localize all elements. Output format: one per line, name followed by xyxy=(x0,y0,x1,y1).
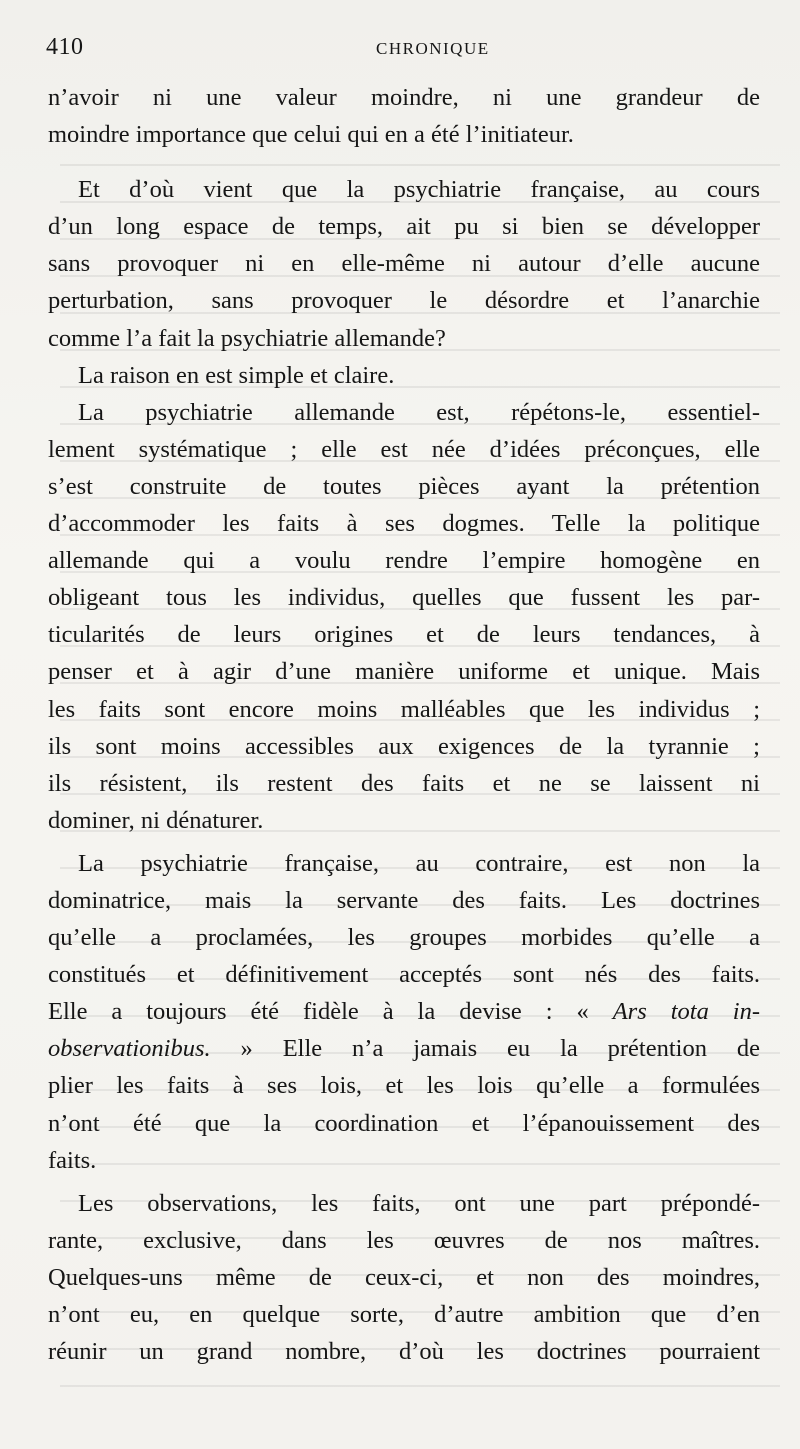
text-line: penser et à agir d’une manière uniforme et unique. Mais xyxy=(48,658,760,686)
text-line: obligeant tous les individus, quelles que fussent les par- xyxy=(48,584,760,612)
text-line: dominer, ni dénaturer. xyxy=(48,806,264,834)
text-line: d’accommoder les faits à ses dogmes. Telle la politique xyxy=(48,510,760,538)
text-line: Et d’où vient que la psychiatrie française, au cours xyxy=(78,176,760,204)
text-line: sans provoquer ni en elle-même ni autour d’elle aucune xyxy=(48,250,760,278)
text-line: ticularités de leurs origines et de leurs tendances, à xyxy=(48,621,760,649)
text-line: faits. xyxy=(48,1146,97,1174)
page-number: 410 xyxy=(46,34,84,60)
text-line: n’ont eu, en quelque sorte, d’autre ambition que d’en xyxy=(48,1301,760,1328)
page-header xyxy=(46,34,746,64)
text-line: Les observations, les faits, ont une part prépondé- xyxy=(78,1189,760,1217)
paragraph-2 xyxy=(48,171,760,356)
text-line: dominatrice, mais la servante des faits. Les doctrines xyxy=(48,886,760,914)
text-line: d’un long espace de temps, ait pu si bien se développer xyxy=(48,213,760,241)
text-line: n’ont été que la coordination et l’épanouissement des xyxy=(48,1109,760,1137)
paragraph-3 xyxy=(48,357,760,394)
text-line-mixed xyxy=(48,993,760,1030)
paragraph-1 xyxy=(48,79,760,153)
text-run: » Elle n’a jamais eu la prétention de xyxy=(210,1035,760,1063)
paragraph-5 xyxy=(48,845,760,1179)
running-head: CHRONIQUE xyxy=(376,39,490,58)
text-line: comme l’a fait la psychiatrie allemande? xyxy=(48,324,446,352)
paragraph-gap xyxy=(48,153,760,171)
paragraph-4 xyxy=(48,394,760,839)
text-line-mixed xyxy=(48,1030,760,1067)
text-line: lement systématique ; elle est née d’idées préconçues, elle xyxy=(48,435,760,463)
text-line: La raison en est simple et claire. xyxy=(78,361,395,389)
text-line: La psychiatrie allemande est, répétons-le, essentiel- xyxy=(78,398,760,426)
text-line: s’est construite de toutes pièces ayant la prétention xyxy=(48,472,760,500)
text-line: constitués et définitivement acceptés sont nés des faits. xyxy=(48,961,760,989)
text-line: rante, exclusive, dans les œuvres de nos maîtres. xyxy=(48,1226,760,1254)
text-line: moindre importance que celui qui en a été l’initiateur. xyxy=(48,121,574,149)
paragraph-6 xyxy=(48,1185,760,1370)
text-line: ils résistent, ils restent des faits et ne se laissent ni xyxy=(48,769,760,797)
text-line: n’avoir ni une valeur moindre, ni une grandeur de xyxy=(48,84,760,111)
text-line: allemande qui a voulu rendre l’empire homogène en xyxy=(48,547,760,575)
text-line: Quelques-uns même de ceux-ci, et non des moindres, xyxy=(48,1263,760,1291)
body-text xyxy=(48,79,760,1370)
text-line: ils sont moins accessibles aux exigences de la tyrannie ; xyxy=(48,732,760,760)
italic-run: observationibus. xyxy=(48,1035,211,1063)
text-line: perturbation, sans provoquer le désordre et l’anarchie xyxy=(48,287,760,315)
text-line: les faits sont encore moins malléables que les individus ; xyxy=(48,695,760,723)
italic-run: Ars tota in- xyxy=(612,998,760,1026)
text-line: réunir un grand nombre, d’où les doctrines pourraient xyxy=(48,1338,760,1366)
text-line: La psychiatrie française, au contraire, est non la xyxy=(78,849,760,877)
text-line: plier les faits à ses lois, et les lois qu’elle a formulées xyxy=(48,1072,760,1100)
text-line: qu’elle a proclamées, les groupes morbides qu’elle a xyxy=(48,924,760,952)
text-run: Elle a toujours été fidèle à la devise : « xyxy=(48,998,613,1026)
